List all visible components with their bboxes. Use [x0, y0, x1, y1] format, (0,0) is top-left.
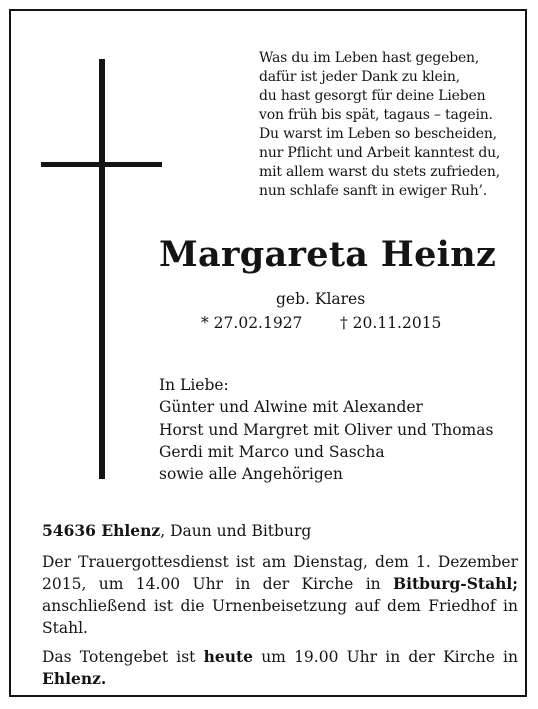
poem-line: du hast gesorgt für deine Lieben [259, 88, 486, 104]
place-bold: 54636 Ehlenz [42, 521, 161, 540]
poem-line: mit allem warst du stets zufrieden, [259, 164, 500, 180]
poem [259, 49, 538, 201]
mourners-intro: In Liebe: [159, 376, 229, 394]
poem-line: von früh bis spät, tagaus – tagein. [259, 107, 493, 123]
cross-icon-bar [41, 162, 162, 167]
mourner-line: sowie alle Angehörigen [159, 465, 343, 484]
prayer-day: heute [203, 647, 254, 666]
prayer-text-1: Das Totengebet ist [42, 648, 204, 666]
deceased-name: Margareta Heinz [159, 234, 497, 275]
mourner-line: Günter und Alwine mit Alexander [159, 398, 423, 417]
poem-line: dafür ist jeder Dank zu klein, [259, 69, 460, 85]
mourner-line: Horst und Margret mit Oliver und Thomas [159, 420, 494, 439]
life-dates [201, 314, 442, 332]
prayer-place: Ehlenz. [42, 669, 107, 688]
poem-line: nur Pflicht und Arbeit kanntest du, [259, 145, 501, 161]
mourner-line: Gerdi mit Marco und Sascha [159, 442, 385, 461]
birth-name: geb. Klares [276, 290, 366, 308]
prayer-text [42, 646, 518, 690]
place-line [42, 520, 518, 542]
poem-line: nun schlafe sanft in ewiger Ruh’. [259, 183, 488, 199]
poem-line: Du warst im Leben so bescheiden, [259, 126, 497, 142]
service-text: Der Trauergottesdienst ist am Dienstag, dem 1. Dezember 2015, um 14.00 Uhr in der Kirche in [42, 553, 518, 593]
prayer-text-2: um 19.00 Uhr in der Kirche in [253, 648, 518, 666]
place-rest: , Daun und Bitburg [160, 522, 312, 540]
cross-icon [99, 59, 105, 479]
service-text-2: anschließend ist die Urnenbeisetzung auf dem Friedhof in Stahl. [42, 597, 518, 637]
obituary-notice [9, 9, 527, 697]
poem-line: Was du im Leben hast gegeben, [259, 50, 480, 66]
service-details [42, 520, 518, 690]
funeral-service-text [42, 551, 518, 639]
mourners [159, 374, 529, 485]
service-church: Bitburg-Stahl; [393, 574, 518, 593]
death-date: † 20.11.2015 [340, 314, 442, 332]
birth-date: * 27.02.1927 [201, 314, 303, 332]
